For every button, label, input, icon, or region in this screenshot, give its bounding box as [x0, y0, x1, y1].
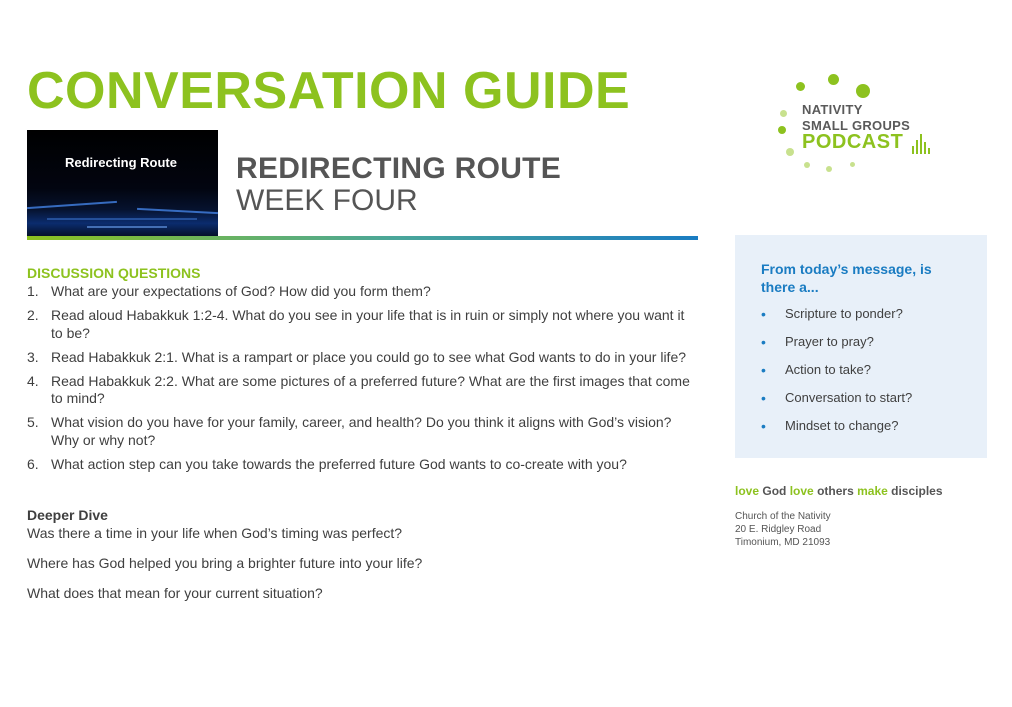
podcast-logo — [770, 70, 950, 180]
thumbnail-caption: Redirecting Route — [65, 155, 177, 170]
logo-text-small-groups: SMALL GROUPS — [802, 118, 911, 133]
reflection-item: Prayer to pray? — [785, 334, 874, 349]
list-item — [761, 389, 912, 417]
tagline-word: love — [735, 484, 760, 498]
bullet-icon: • — [761, 418, 766, 434]
reflection-box — [735, 235, 987, 458]
discussion-questions-heading: DISCUSSION QUESTIONS — [27, 265, 201, 281]
address-line: Church of the Nativity — [735, 511, 831, 522]
question-text: What vision do you have for your family, career, and health? Do you think it aligns with God’s vision? Why or why not? — [51, 414, 672, 448]
list-item — [27, 283, 699, 301]
week-label: WEEK FOUR — [236, 184, 418, 217]
question-number: 4. — [27, 372, 39, 389]
tagline-word: love — [789, 484, 814, 498]
series-title: REDIRECTING ROUTE — [236, 152, 562, 185]
divider — [27, 236, 698, 240]
logo-text-podcast: PODCAST — [802, 131, 904, 153]
deeper-dive-question: Was there a time in your life when God’s timing was perfect? — [27, 525, 403, 541]
reflection-item: Action to take? — [785, 362, 871, 377]
list-item — [27, 373, 699, 408]
question-number: 6. — [27, 455, 39, 472]
tagline-word: make — [857, 484, 888, 498]
question-text: What action step can you take towards the preferred future God wants to co-create with you? — [51, 455, 627, 472]
list-item — [761, 333, 912, 361]
list-item — [761, 417, 912, 445]
bullet-icon: • — [761, 306, 766, 322]
question-text: Read Habakkuk 2:1. What is a rampart or place you could go to see what God wants to do in your life? — [51, 348, 687, 365]
question-number: 2. — [27, 307, 39, 323]
deeper-dive-question: Where has God helped you bring a brighter future into your life? — [27, 555, 423, 571]
question-text: Read aloud Habakkuk 1:2-4. What do you see in your life that is in ruin or simply not where you want it to be? — [51, 307, 685, 341]
logo-text-nativity: NATIVITY — [802, 102, 863, 117]
reflection-item: Scripture to ponder? — [785, 306, 903, 321]
church-address — [735, 510, 831, 549]
question-text: Read Habakkuk 2:2. What are some pictures of a preferred future? What are the first images that come to mind? — [51, 372, 690, 406]
list-item — [761, 361, 912, 389]
reflection-item: Mindset to change? — [785, 418, 899, 433]
bullet-icon: • — [761, 334, 766, 350]
deeper-dive-heading: Deeper Dive — [27, 507, 108, 523]
question-text: What are your expectations of God? How did you form them? — [51, 283, 431, 299]
list-item — [761, 305, 912, 333]
list-item — [27, 349, 699, 367]
tagline-word: others — [817, 484, 854, 498]
list-item — [27, 307, 699, 342]
tagline-word: God — [762, 484, 787, 498]
question-number: 5. — [27, 414, 39, 430]
question-number: 3. — [27, 348, 39, 365]
page-title: CONVERSATION GUIDE — [27, 62, 631, 120]
reflection-heading: From today’s message, is there a... — [761, 261, 932, 295]
tagline-word: disciples — [891, 484, 943, 498]
series-thumbnail-image — [27, 130, 218, 236]
deeper-dive-question: What does that mean for your current situation? — [27, 585, 323, 601]
list-item — [27, 414, 699, 449]
mission-tagline — [735, 484, 943, 498]
question-number: 1. — [27, 283, 39, 299]
address-line: 20 E. Ridgley Road — [735, 524, 822, 535]
audio-wave-icon — [912, 134, 936, 154]
address-line: Timonium, MD 21093 — [735, 537, 831, 548]
bullet-icon: • — [761, 362, 766, 378]
list-item — [27, 456, 699, 474]
bullet-icon: • — [761, 390, 766, 406]
question-list — [27, 283, 699, 480]
reflection-item: Conversation to start? — [785, 390, 913, 405]
reflection-list — [761, 305, 912, 445]
